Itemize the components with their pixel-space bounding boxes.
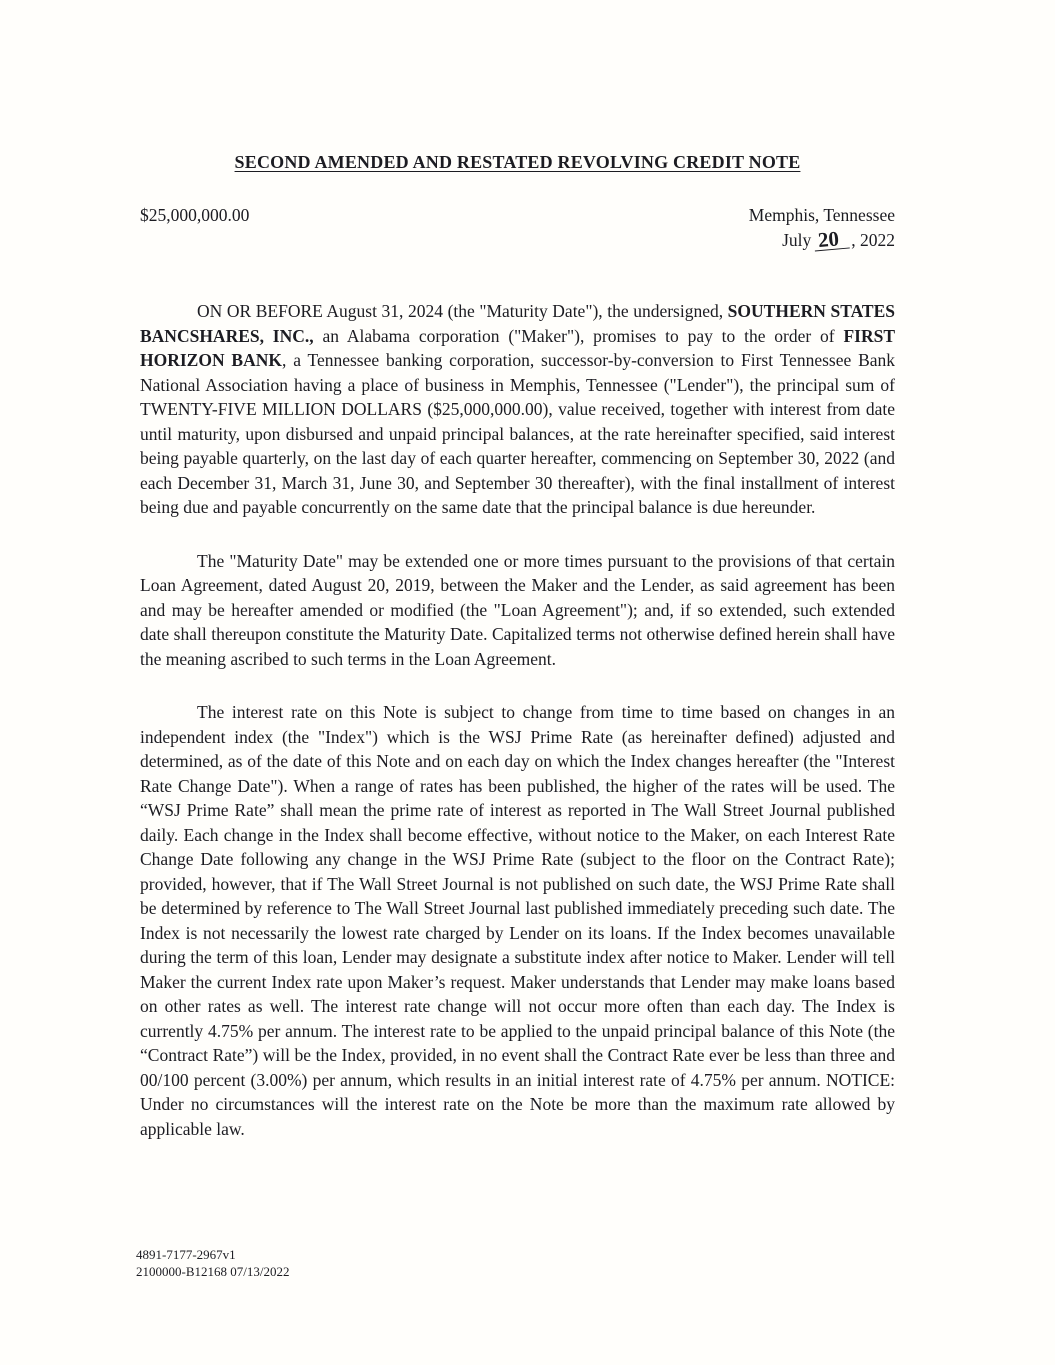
paragraph-maturity-date: The "Maturity Date" may be extended one or more times pursuant to the provisions of that certain Loan Agreement, dated August 20, 2019, between the Maker and the Lender, as said agreement has been and may be hereafter amended or modified (the "Loan Agreement"); and, if so extended, such extended date shall thereupon constitute the Maturity Date. Capitalized terms not otherwise defined herein shall have the meaning ascribed to such terms in the Loan Agreement. [140,550,895,669]
date-line [749,228,895,253]
paragraph-interest-rate: The interest rate on this Note is subject to change from time to time based on changes in an independent index (the "Index") which is the WSJ Prime Rate (as hereinafter defined) adjusted and determined, as of the date of this Note and on each day on which the Index changes hereafter (the "Interest Rate Change Date"). When a range of rates has been published, the higher of the rates will be used. The “WSJ Prime Rate” shall mean the prime rate of interest as reported in The Wall Street Journal published daily. Each change in the Index shall become effective, without notice to the Maker, on each Interest Rate Change Date following any change in the WSJ Prime Rate (subject to the floor on the Contract Rate); provided, however, that if The Wall Street Journal is not published on such date, the WSJ Prime Rate shall be determined by reference to The Wall Street Journal last published immediately preceding such date. The Index is not necessarily the lowest rate charged by Lender on its loans. If the Index becomes unavailable during the term of this loan, Lender may designate a substitute index after notice to Maker. Lender will tell Maker the current Index rate upon Maker’s request. Maker understands that Lender may make loans based on other rates as well. The interest rate change will not occur more often than each day. The Index is currently 4.75% per annum. The interest rate to be applied to the unpaid principal balance of this Note (the “Contract Rate”) will be the Index, provided, in no event shall the Contract Rate ever be less than three and 00/100 percent (3.00%) per annum, which results in an initial interest rate of 4.75% per annum. NOTICE: Under no circumstances will the interest rate on the Note be more than the maximum rate allowed by applicable law. [140,702,895,1139]
p1-text-1: ON OR BEFORE August 31, 2024 (the "Maturity Date"), the undersigned, [197,301,728,321]
header-block [140,203,895,253]
date-day-handwritten: 20 [813,229,850,252]
date-prefix: July [782,230,812,250]
lender-name: FIRST HORIZON BANK [140,325,895,370]
document-title-text: SECOND AMENDED AND RESTATED REVOLVING CREDIT NOTE [234,152,801,172]
place-date-block [749,203,895,253]
footer-reference-1: 4891-7177-2967v1 [136,1247,236,1262]
paragraph-promise-to-pay [140,299,895,520]
document-content [140,152,895,1170]
place-line: Memphis, Tennessee [748,205,895,225]
document-title [140,152,895,173]
p1-text-2: an Alabama corporation ("Maker"), promises to pay to the order of [313,325,844,346]
maker-name: SOUTHERN STATES BANCSHARES, INC., [140,301,895,346]
document-footer [136,1246,289,1280]
p1-text-3: , a Tennessee banking corporation, successor-by-conversion to First Tennessee Bank National Association having a place of business in Memphis, Tennessee ("Lender"), the principal sum of TWENTY-FIVE MILLION DOLLARS ($25,000,000.00), value received, together with interest from date until maturity, upon disbursed and unpaid principal balances, at the rate hereinafter specified, said interest being payable quarterly, on the last day of each quarter hereafter, commencing on September 30, 2022 (and each December 31, March 31, June 30, and September 30 thereafter), with the final installment of interest being due and payable concurrently on the same date that the principal balance is due hereunder. [140,350,896,517]
principal-amount: $25,000,000.00 [140,205,250,225]
footer-reference-2: 2100000-B12168 07/13/2022 [136,1264,290,1279]
date-suffix: , 2022 [851,230,895,250]
